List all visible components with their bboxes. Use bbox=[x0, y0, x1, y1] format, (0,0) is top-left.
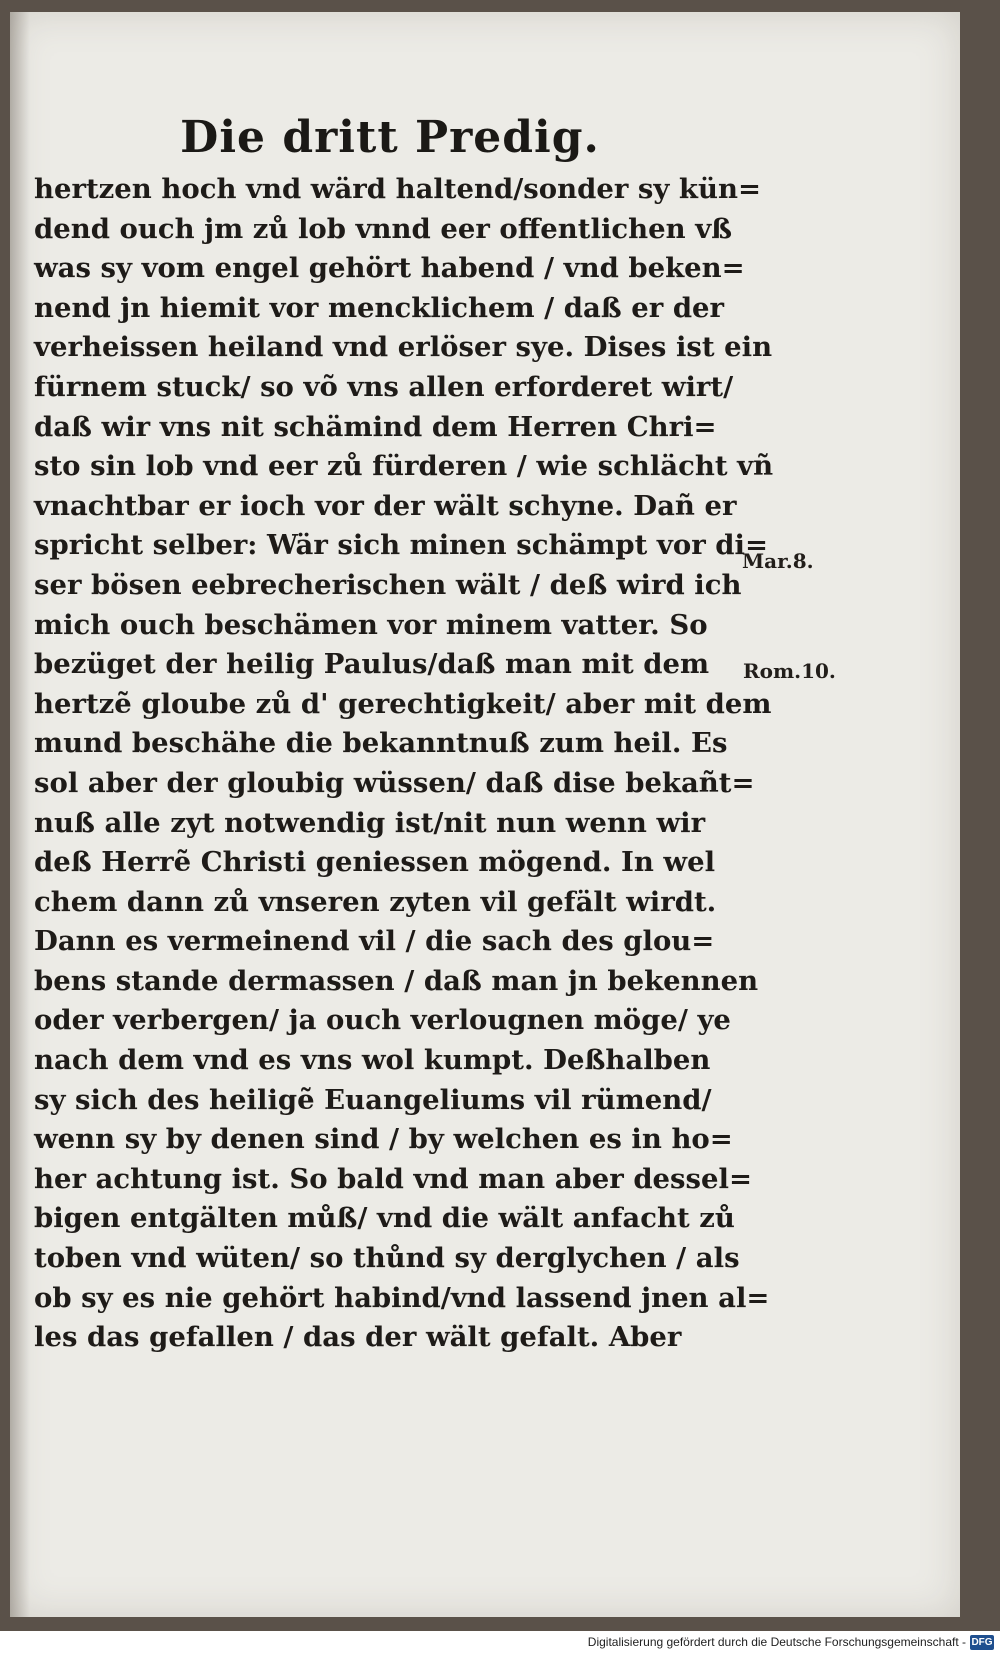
text-line: bezüget der heilig Paulus/daß man mit dem bbox=[34, 648, 710, 681]
text-line: les das gefallen / das der wält gefalt. Aber bbox=[34, 1321, 682, 1354]
digitization-footer bbox=[0, 1631, 1000, 1654]
text-line: her achtung ist. So bald vnd man aber dessel= bbox=[34, 1162, 752, 1195]
body-text bbox=[34, 170, 774, 1358]
text-line: spricht selber: Wär sich minen schämpt vor di= bbox=[34, 529, 768, 562]
text-line: fürnem stuck/ so võ vns allen erforderet wirt/ bbox=[34, 370, 734, 403]
text-line: chem dann zů vnseren zyten vil gefält wirdt. bbox=[34, 885, 717, 918]
text-line: toben vnd wüten/ so thůnd sy derglychen / als bbox=[34, 1242, 740, 1275]
dfg-logo-icon: DFG bbox=[971, 1637, 993, 1648]
margin-note-mark: Mar.8. bbox=[742, 549, 814, 573]
text-line: verheissen heiland vnd erlöser sye. Dises ist ein bbox=[34, 331, 773, 364]
text-line: Dann es vermeinend vil / die sach des glou= bbox=[34, 925, 715, 958]
text-line: ob sy es nie gehört habind/vnd lassend jnen al= bbox=[34, 1281, 770, 1314]
text-line: hertzẽ gloube zů d' gerechtigkeit/ aber mit dem bbox=[34, 687, 772, 720]
text-line: ser bösen eebrecherischen wält / deß wird ich bbox=[34, 568, 742, 601]
margin-note-romans: Rom.10. bbox=[743, 659, 836, 683]
text-line: wenn sy by denen sind / by welchen es in ho= bbox=[34, 1123, 733, 1156]
page-heading: Die dritt Predig. bbox=[180, 112, 600, 163]
page-spine-shadow bbox=[10, 12, 30, 1617]
text-line: sol aber der gloubig wüssen/ daß dise bekañt= bbox=[34, 766, 755, 799]
text-line: sto sin lob vnd eer zů fürderen / wie schlächt vñ bbox=[34, 450, 774, 483]
footer-credit: Digitalisierung gefördert durch die Deutsche Forschungsgemeinschaft - bbox=[587, 1635, 966, 1649]
text-line: vnachtbar er ioch vor der wält schyne. Dañ er bbox=[34, 489, 737, 522]
text-line: sy sich des heiligẽ Euangeliums vil rümend/ bbox=[34, 1083, 712, 1116]
text-line: deß Herrẽ Christi geniessen mögend. In wel bbox=[34, 846, 716, 879]
text-line: mund beschähe die bekanntnuß zum heil. Es bbox=[34, 727, 728, 760]
text-line: mich ouch beschämen vor minem vatter. So bbox=[34, 608, 708, 641]
text-line: nuß alle zyt notwendig ist/nit nun wenn wir bbox=[34, 806, 706, 839]
text-line: nend jn hiemit vor mencklichem / daß er der bbox=[34, 291, 725, 324]
text-line: bens stande dermassen / daß man jn bekennen bbox=[34, 964, 759, 997]
text-line: was sy vom engel gehört habend / vnd beken= bbox=[34, 252, 745, 285]
book-page bbox=[10, 12, 960, 1617]
text-line: oder verbergen/ ja ouch verlougnen möge/ ye bbox=[34, 1004, 731, 1037]
text-line: nach dem vnd es vns wol kumpt. Deßhalben bbox=[34, 1044, 711, 1077]
text-line: dend ouch jm zů lob vnnd eer offentlichen vß bbox=[34, 212, 733, 245]
text-line: bigen entgälten můß/ vnd die wält anfacht zů bbox=[34, 1202, 735, 1235]
text-line: hertzen hoch vnd wärd haltend/sonder sy kün= bbox=[34, 173, 762, 205]
text-line: daß wir vns nit schämind dem Herren Chri= bbox=[34, 410, 717, 443]
